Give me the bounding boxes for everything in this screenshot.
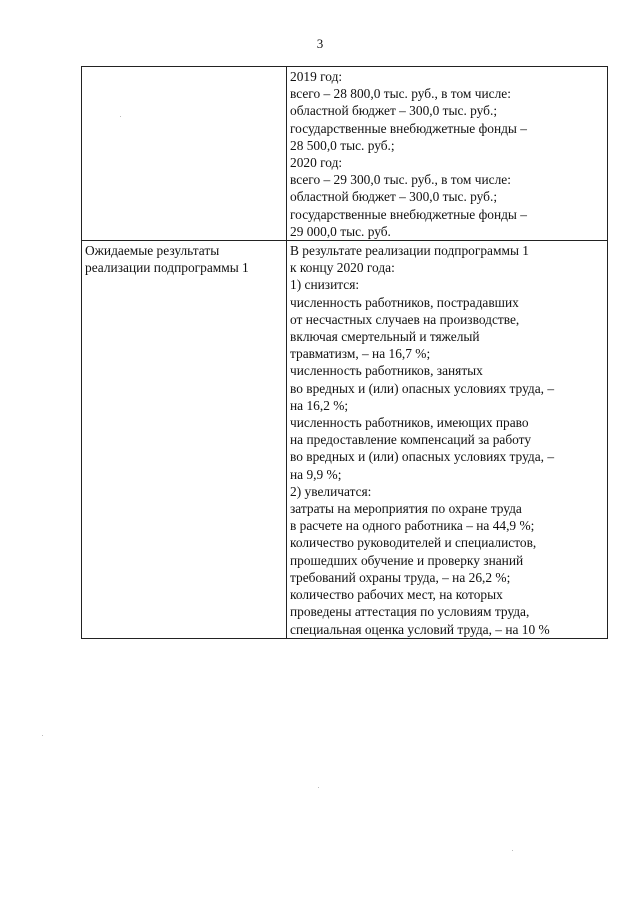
text-line: 29 000,0 тыс. руб. — [290, 223, 391, 239]
text-line: численность работников, имеющих право — [290, 415, 529, 431]
text-line: на 9,9 %; — [290, 466, 342, 482]
text-line: во вредных и (или) опасных условиях труда, – — [290, 380, 555, 396]
scan-speck — [120, 116, 121, 117]
text-line: на 16,2 %; — [290, 397, 349, 413]
text-line: областной бюджет – 300,0 тыс. руб.; — [290, 189, 498, 205]
text-line: проведены аттестация по условиям труда, — [290, 604, 530, 620]
text-line: численность работников, занятых — [290, 363, 483, 379]
row-content-cell — [287, 67, 608, 241]
scan-speck — [512, 850, 513, 851]
text-line: 2020 год: — [290, 155, 343, 171]
row-label-cell — [82, 67, 287, 241]
text-line: всего – 29 300,0 тыс. руб., в том числе: — [290, 172, 511, 188]
text-line: во вредных и (или) опасных условиях труда, – — [290, 449, 555, 465]
text-line: на предоставление компенсаций за работу — [290, 432, 532, 448]
text-line: всего – 28 800,0 тыс. руб., в том числе: — [290, 86, 511, 102]
text-line: областной бюджет – 300,0 тыс. руб.; — [290, 103, 498, 119]
text-line: специальная оценка условий труда, – на 10 % — [290, 621, 550, 637]
scan-speck — [318, 787, 319, 788]
text-line: количество рабочих мест, на которых — [290, 587, 503, 603]
text-line: к концу 2020 года: — [290, 260, 395, 276]
text-line: травматизм, – на 16,7 %; — [290, 346, 431, 362]
text-line: В результате реализации подпрограммы 1 — [290, 243, 529, 259]
row-label-line: реализации подпрограммы 1 — [85, 260, 249, 276]
scan-speck — [42, 735, 43, 736]
row-content-cell — [287, 241, 608, 639]
text-line: требований охраны труда, – на 26,2 %; — [290, 569, 511, 585]
text-line: государственные внебюджетные фонды – — [290, 206, 527, 222]
page-number: 3 — [316, 36, 324, 51]
row-label-line: Ожидаемые результаты — [85, 243, 220, 259]
table-row-financing — [82, 67, 608, 241]
text-line: государственные внебюджетные фонды – — [290, 120, 527, 136]
program-table — [81, 66, 608, 639]
table-row-expected-results — [82, 241, 608, 639]
text-line: от несчастных случаев на производстве, — [290, 311, 520, 327]
text-line: 28 500,0 тыс. руб.; — [290, 137, 395, 153]
text-line: количество руководителей и специалистов, — [290, 535, 537, 551]
text-line: включая смертельный и тяжелый — [290, 329, 480, 345]
text-line: 1) снизится: — [290, 277, 360, 293]
text-line: 2019 год: — [290, 69, 343, 84]
text-line: затраты на мероприятия по охране труда — [290, 501, 522, 517]
text-line: прошедших обучение и проверку знаний — [290, 552, 524, 568]
text-line: 2) увеличатся: — [290, 483, 372, 499]
text-line: численность работников, пострадавших — [290, 294, 519, 310]
text-line: в расчете на одного работника – на 44,9 %; — [290, 518, 535, 534]
row-label-cell — [82, 241, 287, 639]
